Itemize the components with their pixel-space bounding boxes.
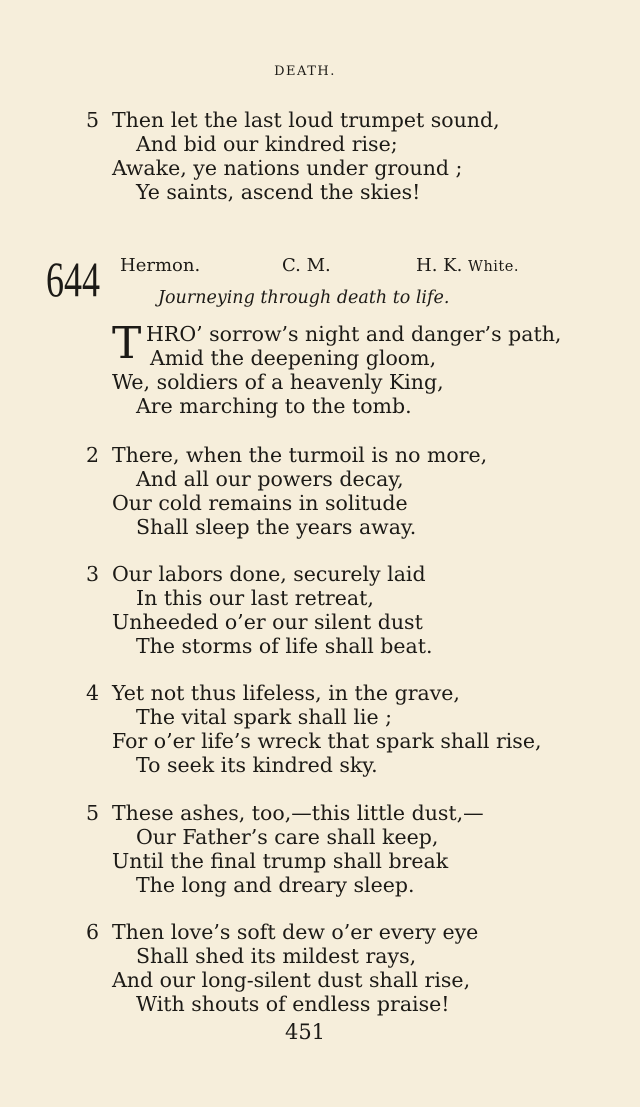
author-surname: White. <box>468 259 519 275</box>
verse-line: The storms of life shall beat. <box>136 634 433 658</box>
running-header: DEATH. <box>274 64 336 79</box>
verse-number: 5 <box>86 801 100 825</box>
verse-line: For o’er life’s wreck that spark shall rise, <box>112 729 542 753</box>
verse-line: Awake, ye nations under ground ; <box>112 156 463 180</box>
verse-number: 4 <box>86 681 100 705</box>
verse-line: The vital spark shall lie ; <box>136 705 393 729</box>
verse-number: 3 <box>86 562 100 586</box>
verse-line: Ye saints, ascend the skies! <box>136 180 421 204</box>
verse-line: With shouts of endless praise! <box>136 992 450 1016</box>
verse-line: The long and dreary sleep. <box>136 873 415 897</box>
verse-number: 5 <box>86 108 100 132</box>
verse-line: Shall sleep the years away. <box>136 515 417 539</box>
author <box>416 255 519 278</box>
verse-line: Our labors done, securely laid <box>112 562 426 586</box>
verse-line: And bid our kindred rise; <box>136 132 398 156</box>
verse-line: Yet not thus lifeless, in the grave, <box>112 681 460 705</box>
verse-line: Then love’s soft dew o’er every eye <box>112 920 479 944</box>
meter: C. M. <box>282 255 331 276</box>
verse-line: And all our powers decay, <box>136 467 404 491</box>
verse-line: Amid the deepening gloom, <box>150 346 437 370</box>
verse-number: 2 <box>86 443 100 467</box>
hymn-subtitle: Journeying through death to life. <box>158 288 450 308</box>
verse-line: There, when the turmoil is no more, <box>112 443 488 467</box>
verse-line: Unheeded o’er our silent dust <box>112 610 423 634</box>
tune-name: Hermon. <box>120 255 201 276</box>
verse-line: In this our last retreat, <box>136 586 374 610</box>
verse-line: To seek its kindred sky. <box>136 753 378 777</box>
verse-line: Our cold remains in solitude <box>112 491 408 515</box>
verse-line: Our Father’s care shall keep, <box>136 825 439 849</box>
verse-line: Are marching to the tomb. <box>136 394 412 418</box>
drop-cap: T <box>112 318 142 369</box>
verse-line: HRO’ sorrow’s night and danger’s path, <box>146 322 562 346</box>
verse-line: And our long-silent dust shall rise, <box>112 968 471 992</box>
verse-line: Until the final trump shall break <box>112 849 449 873</box>
author-initials: H. K. <box>416 255 463 276</box>
hymn-number: 644 <box>46 251 100 307</box>
verse-line: These ashes, too,—this little dust,— <box>112 801 484 825</box>
verse-number: 6 <box>86 920 100 944</box>
verse-line: We, soldiers of a heavenly King, <box>112 370 444 394</box>
verse-line: Shall shed its mildest rays, <box>136 944 417 968</box>
page-number: 451 <box>284 1020 326 1044</box>
verse-line: Then let the last loud trumpet sound, <box>112 108 500 132</box>
